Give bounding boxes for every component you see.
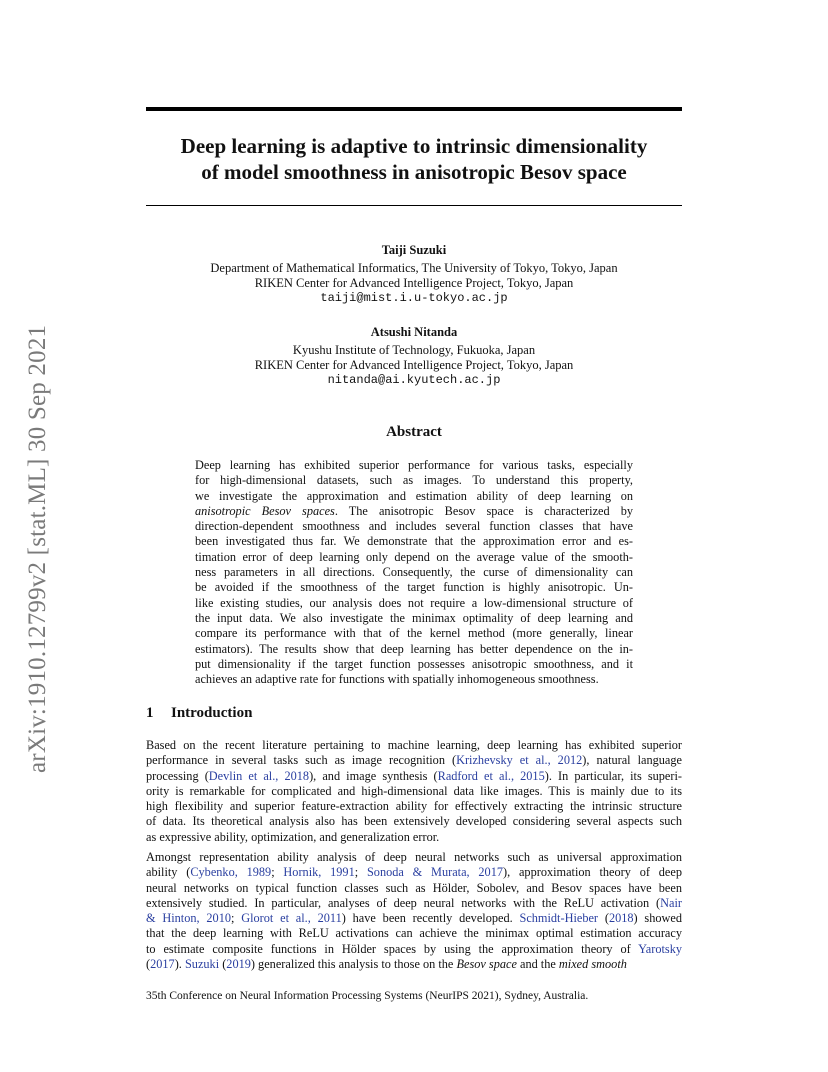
citation-link[interactable]: & Hinton, 2010 bbox=[146, 911, 231, 926]
author-list bbox=[146, 243, 682, 407]
title-bottom-rule bbox=[146, 205, 682, 206]
citation-link[interactable]: Radford et al., 2015 bbox=[437, 768, 545, 783]
title-line-2: of model smoothness in anisotropic Besov space bbox=[201, 160, 627, 184]
paragraph-line: that the deep learning with ReLU activations can achieve the minimax optimal estimation accuracy bbox=[146, 926, 682, 941]
abstract-line: anisotropic Besov spaces. The anisotropic Besov space is characterized by bbox=[195, 503, 633, 518]
author-affiliation: Department of Mathematical Informatics, The University of Tokyo, Tokyo, Japan bbox=[210, 261, 618, 275]
citation-link[interactable]: Nair bbox=[660, 895, 682, 910]
paragraph-line: extensively studied. In particular, analyses of deep neural networks with the ReLU activation (Nair bbox=[146, 895, 682, 910]
abstract-line: timation error of deep learning only depend on the average value of the smooth- bbox=[195, 549, 633, 564]
title-top-rule bbox=[146, 107, 682, 111]
citation-link[interactable]: Yarotsky bbox=[638, 941, 682, 956]
conference-footnote: 35th Conference on Neural Information Processing Systems (NeurIPS 2021), Sydney, Australia. bbox=[146, 990, 589, 1002]
author-block bbox=[146, 243, 682, 306]
citation-link[interactable]: Schmidt-Hieber bbox=[519, 911, 599, 926]
author-affiliation: RIKEN Center for Advanced Intelligence Project, Tokyo, Japan bbox=[254, 358, 574, 372]
abstract-body bbox=[195, 458, 633, 687]
citation-link[interactable]: Hornik, 1991 bbox=[283, 865, 355, 880]
abstract-line: like existing studies, our analysis does not require a low-dimensional structure of bbox=[195, 595, 633, 610]
paragraph-line: (2017). Suzuki (2019) generalized this analysis to those on the Besov space and the mixed smooth bbox=[146, 957, 627, 972]
author-email[interactable]: taiji@mist.i.u-tokyo.ac.jp bbox=[320, 291, 508, 305]
citation-link[interactable]: Suzuki bbox=[184, 957, 220, 972]
emphasized-term: mixed smooth bbox=[558, 957, 627, 972]
author-email[interactable]: nitanda@ai.kyutech.ac.jp bbox=[327, 373, 501, 387]
paragraph-line: of data. Its theoretical analysis also has been extensively developed considering several aspects such bbox=[146, 814, 682, 829]
paragraph-line: performance in several tasks such as image recognition (Krizhevsky et al., 2012), natural language bbox=[146, 753, 682, 768]
abstract-line: for high-dimensional datasets, such as images. To understand this property, bbox=[195, 473, 633, 488]
paragraph-line: as expressive ability, optimization, and generalization error. bbox=[146, 829, 440, 844]
title-line-1: Deep learning is adaptive to intrinsic dimensionality bbox=[180, 134, 648, 158]
citation-link[interactable]: Glorot et al., 2011 bbox=[241, 911, 342, 926]
citation-link[interactable]: Sonoda & Murata, 2017 bbox=[366, 865, 503, 880]
author-name: Atsushi Nitanda bbox=[370, 325, 458, 339]
author-affiliation: RIKEN Center for Advanced Intelligence Project, Tokyo, Japan bbox=[254, 276, 574, 290]
paragraph-line: ability (Cybenko, 1989; Hornik, 1991; Sonoda & Murata, 2017), approximation theory of deep bbox=[146, 865, 682, 880]
citation-link[interactable]: 2019 bbox=[226, 957, 251, 972]
paragraph-line: to estimate composite functions in Hölder spaces by using the approximation theory of Yarotsky bbox=[146, 941, 682, 956]
abstract-line: been investigated thus far. We demonstrate that the approximation error and es- bbox=[195, 534, 633, 549]
citation-link[interactable]: Krizhevsky et al., 2012 bbox=[456, 753, 583, 768]
section-title: Introduction bbox=[171, 705, 253, 721]
paragraph-line: Based on the recent literature pertaining to machine learning, deep learning has exhibited superior bbox=[146, 738, 682, 752]
author-affiliation: Kyushu Institute of Technology, Fukuoka, Japan bbox=[292, 343, 536, 357]
paragraph-line: Amongst representation ability analysis of deep neural networks such as universal approximation bbox=[146, 850, 682, 864]
abstract-line: we investigate the approximation and estimation ability of deep learning on bbox=[195, 488, 633, 503]
citation-link[interactable]: Devlin et al., 2018 bbox=[208, 768, 310, 783]
abstract-heading: Abstract bbox=[386, 424, 442, 440]
section-number: 1 bbox=[146, 705, 154, 721]
paragraph-line: high flexibility and superior feature-extraction ability for effectively extracting the intrinsic structure bbox=[146, 799, 682, 814]
abstract-line: direction-dependent smoothness and includes several function classes that have bbox=[195, 519, 633, 534]
paragraph-line: processing (Devlin et al., 2018), and image synthesis (Radford et al., 2015). In particular, its superi- bbox=[146, 768, 682, 783]
citation-link[interactable]: Cybenko, 1989 bbox=[190, 865, 272, 880]
abstract-line: compare its performance with that of the kernel method (more generally, linear bbox=[195, 626, 633, 641]
intro-paragraph-2 bbox=[146, 850, 682, 972]
paper-title bbox=[146, 133, 682, 185]
abstract-line: the input data. We also investigate the minimax optimality of deep learning and bbox=[195, 610, 633, 625]
paragraph-line: & Hinton, 2010; Glorot et al., 2011) have been recently developed. Schmidt-Hieber (2018) showed bbox=[146, 911, 682, 926]
emphasized-term: Besov space bbox=[456, 957, 517, 972]
author-block bbox=[146, 325, 682, 388]
abstract-line: Deep learning has exhibited superior performance for various tasks, especially bbox=[195, 458, 633, 472]
abstract-line: achieves an adaptive rate for functions with spatially inhomogeneous smoothness. bbox=[195, 672, 599, 687]
abstract-line: put dimensionality if the target function possesses anisotropic smoothness, and it bbox=[195, 656, 633, 671]
abstract-line: estimators). The results show that deep learning has better dependence on the in- bbox=[195, 641, 633, 656]
section-heading bbox=[146, 705, 252, 722]
intro-paragraph-1 bbox=[146, 738, 682, 845]
arxiv-identifier: arXiv:1910.12799v2 [stat.ML] 30 Sep 2021 bbox=[24, 324, 51, 773]
paragraph-line: neural networks on typical function classes such as Hölder, Sobolev, and Besov spaces have been bbox=[146, 880, 682, 895]
abstract-line: ness parameters in all directions. Consequently, the curse of dimensionality can bbox=[195, 565, 633, 580]
citation-link[interactable]: 2018 bbox=[608, 911, 634, 926]
paragraph-line: ority is remarkable for complicated and high-dimensional data like images. This is mainly due to its bbox=[146, 783, 682, 798]
abstract-line: be avoided if the smoothness of the target function is highly anisotropic. Un- bbox=[195, 580, 633, 595]
author-name: Taiji Suzuki bbox=[381, 243, 447, 257]
citation-link[interactable]: 2017 bbox=[150, 957, 175, 972]
